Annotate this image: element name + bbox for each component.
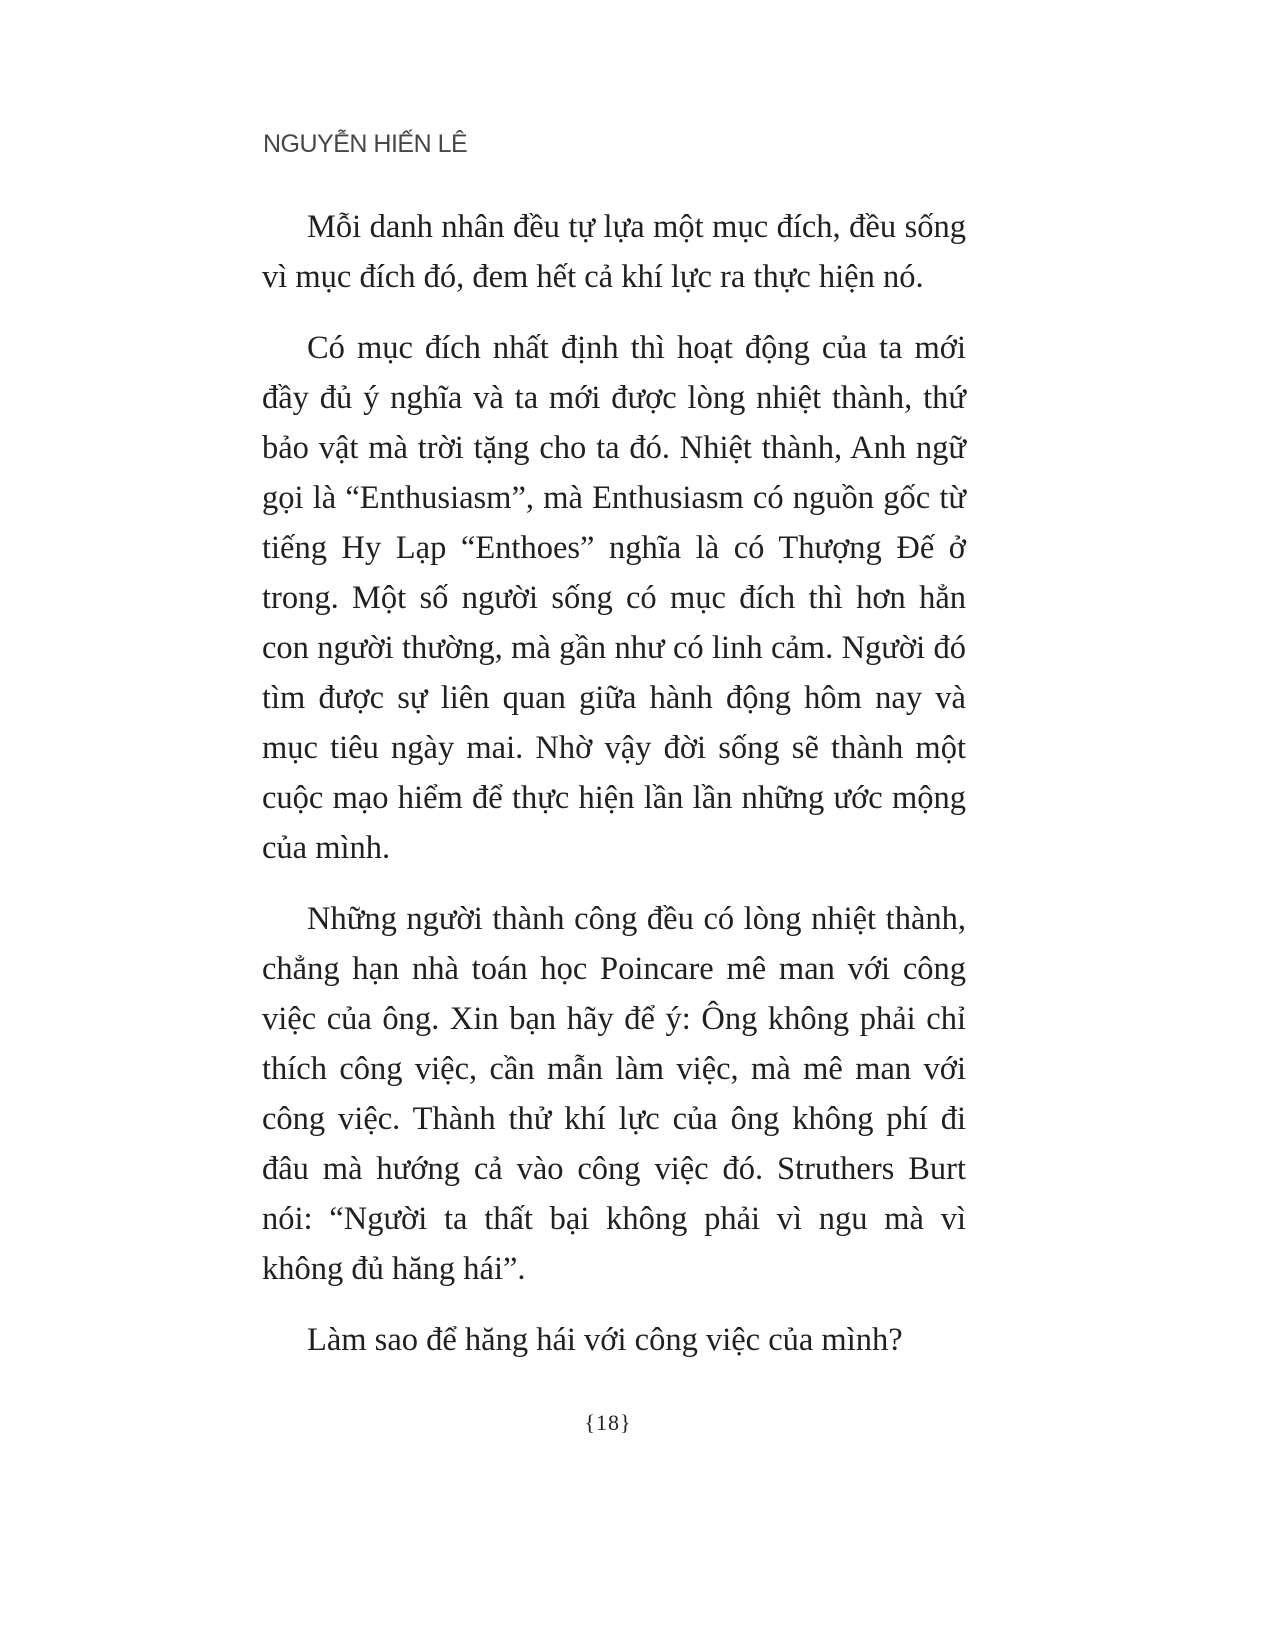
running-header-author: NGUYỄN HIẾN LÊ [263,130,468,158]
body-text [262,202,966,1386]
paragraph-3: Những người thành công đều có lòng nhiệt thành, chẳng hạn nhà toán học Poincare mê man với công việc của ông. Xin bạn hãy để ý: Ông không phải chỉ thích công việc, cần mẫn làm việc, mà mê man với công việc. Thành thử khí lực của ông không phí đi đâu mà hướng cả vào công việc đó. Struthers Burt nói: “Người ta thất bại không phải vì ngu mà vì không đủ hăng hái”. [262,901,966,1287]
paragraph-4: Làm sao để hăng hái với công việc của mình? [307,1322,903,1358]
paragraph-1: Mỗi danh nhân đều tự lựa một mục đích, đều sống vì mục đích đó, đem hết cả khí lực ra thực hiện nó. [262,209,966,295]
page-number: {18} [584,1410,632,1435]
paragraph-2: Có mục đích nhất định thì hoạt động của ta mới đầy đủ ý nghĩa và ta mới được lòng nhiệt thành, thứ bảo vật mà trời tặng cho ta đó. Nhiệt thành, Anh ngữ gọi là “Enthusiasm”, mà Enthusiasm có nguồn gốc từ tiếng Hy Lạp “Enthoes” nghĩa là có Thượng Đế ở trong. Một số người sống có mục đích thì hơn hẳn con người thường, mà gần như có linh cảm. Người đó tìm được sự liên quan giữa hành động hôm nay và mục tiêu ngày mai. Nhờ vậy đời sống sẽ thành một cuộc mạo hiểm để thực hiện lần lần những ước mộng của mình. [262,330,966,866]
